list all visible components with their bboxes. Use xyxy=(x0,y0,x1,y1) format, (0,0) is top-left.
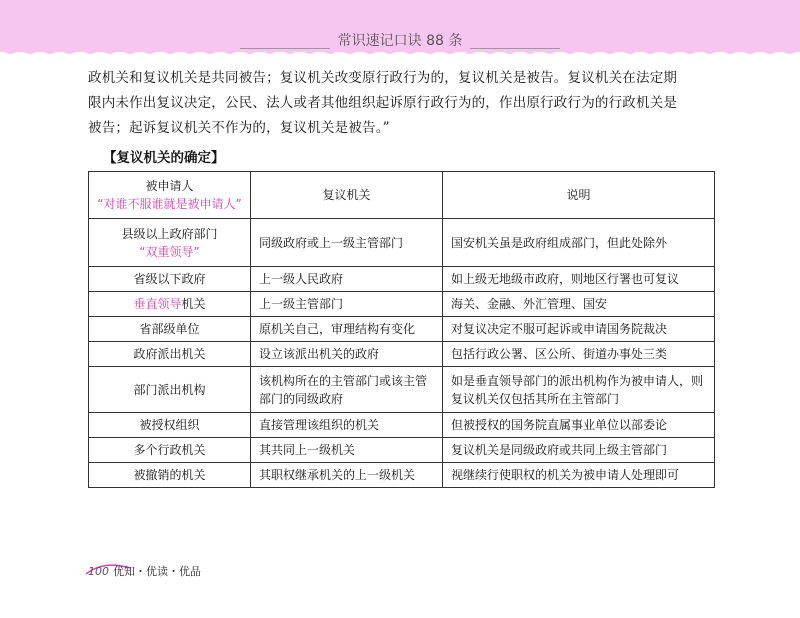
table-header-row xyxy=(89,172,715,219)
cell-explanation: 但被授权的国务院直属事业单位以部委论 xyxy=(443,413,715,438)
cell-respondent: 被授权组织 xyxy=(89,413,251,438)
cell-respondent: 垂直领导机关 xyxy=(89,292,251,317)
cell-explanation: 对复议决定不服可起诉或申请国务院裁决 xyxy=(443,317,715,342)
cell-respondent: 省级以下政府 xyxy=(89,267,251,292)
header-review-authority: 复议机关 xyxy=(251,172,443,219)
page-number: 100 xyxy=(88,565,109,578)
cell-respondent: 被撤销的机关 xyxy=(89,463,251,488)
header-explanation: 说明 xyxy=(443,172,715,219)
cell-respondent: 部门派出机构 xyxy=(89,367,251,413)
cell-explanation: 海关、金融、外汇管理、国安 xyxy=(443,292,715,317)
table-row xyxy=(89,292,715,317)
page-footer xyxy=(88,563,201,579)
table-row xyxy=(89,267,715,292)
table-row xyxy=(89,219,715,267)
table-row xyxy=(89,342,715,367)
cell-explanation: 国安机关虽是政府组成部门，但此处除外 xyxy=(443,219,715,267)
table-row xyxy=(89,413,715,438)
section-heading: 【复议机关的确定】 xyxy=(103,150,225,166)
cell-authority: 其职权继承机关的上一级机关 xyxy=(251,463,443,488)
header-respondent-note: “对谁不服谁就是被申请人” xyxy=(97,197,242,211)
table-row xyxy=(89,438,715,463)
cell-authority: 同级政府或上一级主管部门 xyxy=(251,219,443,267)
intro-line: 限内未作出复议决定，公民、法人或者其他组织起诉原行政行为的，作出原行政行为的行政机关是 xyxy=(88,95,678,111)
cell-authority: 上一级主管部门 xyxy=(251,292,443,317)
dual-leadership-note: “双重领导” xyxy=(139,244,200,259)
cell-authority: 直接管理该组织的机关 xyxy=(251,413,443,438)
cell-explanation: 如是垂直领导部门的派出机构作为被申请人，则复议机关仅包括其所在主管部门 xyxy=(443,367,715,413)
intro-line: 被告；起诉复议机关不作为的，复议机关是被告。” xyxy=(88,120,390,136)
header-respondent: 被申请人 “对谁不服谁就是被申请人” xyxy=(89,172,251,219)
cell-authority: 其共同上一级机关 xyxy=(251,438,443,463)
table-row xyxy=(89,463,715,488)
table-row xyxy=(89,317,715,342)
intro-paragraph xyxy=(88,66,728,141)
page-header-title: 常识速记口诀 88 条 xyxy=(337,33,463,49)
cell-explanation: 包括行政公署、区公所、街道办事处三类 xyxy=(443,342,715,367)
vertical-leadership-highlight: 垂直领导 xyxy=(133,297,182,311)
cell-explanation: 视继续行使职权的机关为被申请人处理即可 xyxy=(443,463,715,488)
cell-authority: 原机关自己，审理结构有变化 xyxy=(251,317,443,342)
review-authority-table xyxy=(88,171,715,488)
cell-explanation: 复议机关是同级政府或共同上级主管部门 xyxy=(443,438,715,463)
cell-respondent: 县级以上政府部门 “双重领导” xyxy=(89,219,251,267)
cell-respondent: 多个行政机关 xyxy=(89,438,251,463)
cell-respondent: 省部级单位 xyxy=(89,317,251,342)
table-row xyxy=(89,367,715,413)
footer-slogan: 优知・优读・优品 xyxy=(113,565,201,578)
cell-authority: 设立该派出机关的政府 xyxy=(251,342,443,367)
cell-authority: 上一级人民政府 xyxy=(251,267,443,292)
cell-respondent: 政府派出机关 xyxy=(89,342,251,367)
intro-line: 政机关和复议机关是共同被告；复议机关改变原行政行为的，复议机关是被告。复议机关在法定期 xyxy=(88,70,678,86)
cell-explanation: 如上级无地级市政府，则地区行署也可复议 xyxy=(443,267,715,292)
cell-authority: 该机构所在的主管部门或该主管部门的同级政府 xyxy=(251,367,443,413)
